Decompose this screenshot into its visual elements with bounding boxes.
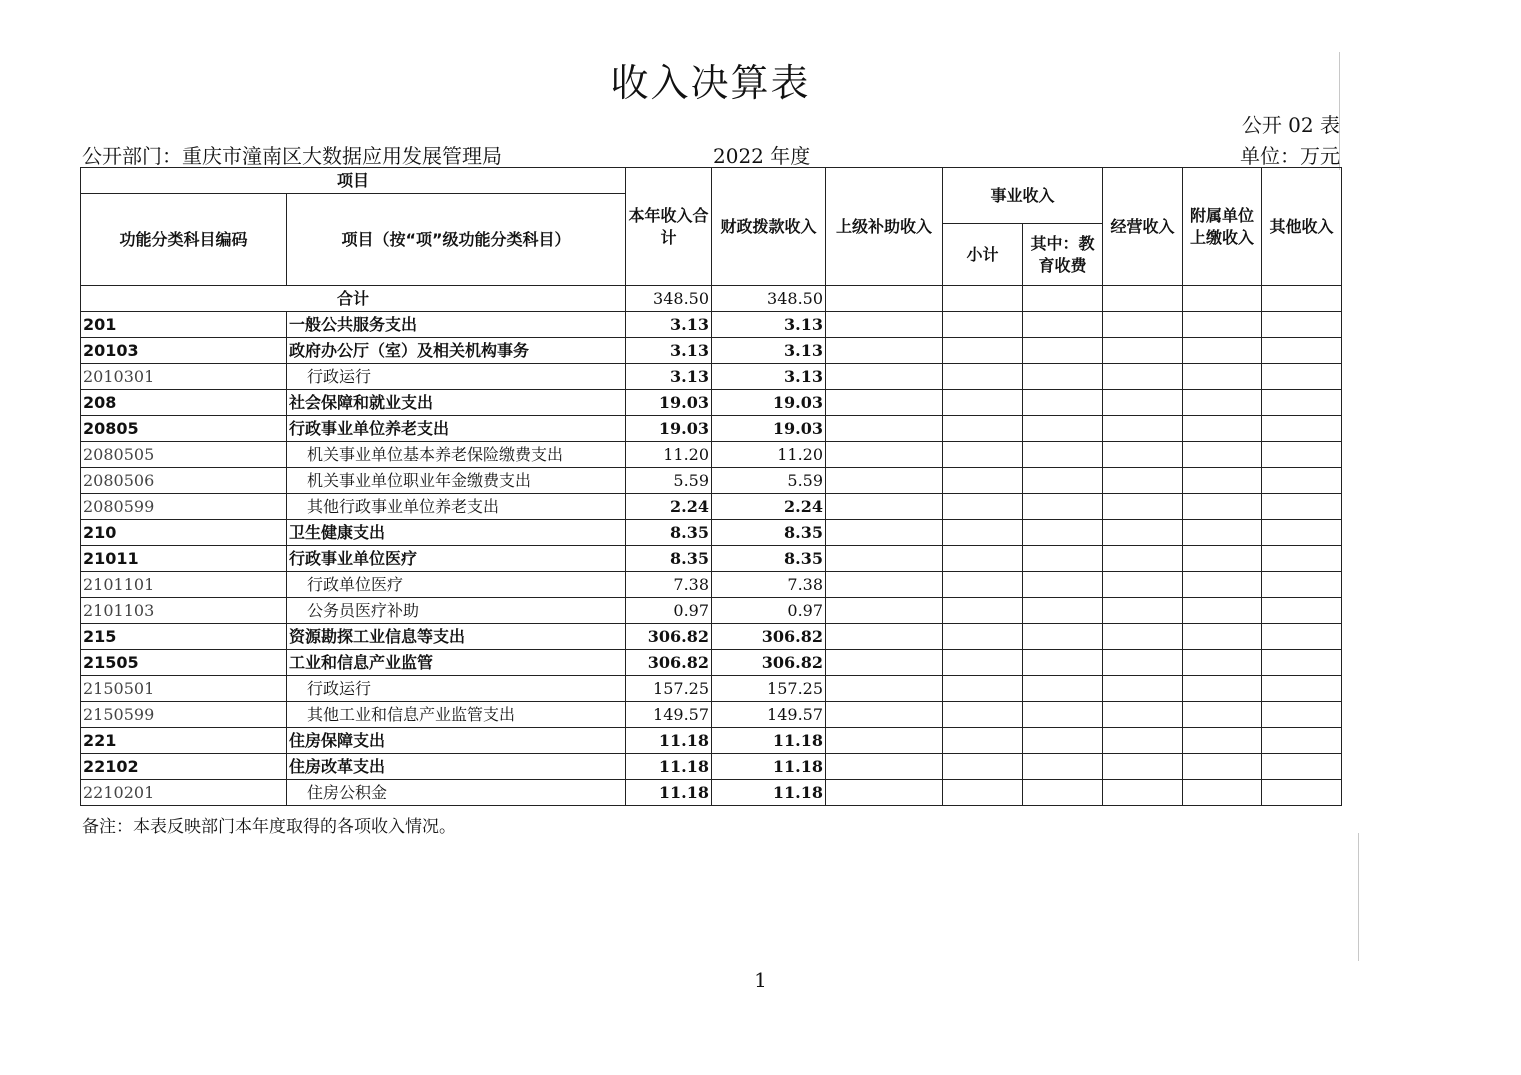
empty-cell <box>826 312 943 338</box>
empty-cell <box>1262 780 1342 806</box>
empty-cell <box>1023 364 1103 390</box>
empty-cell <box>1103 650 1183 676</box>
row-name: 社会保障和就业支出 <box>287 390 626 416</box>
row-code: 2080599 <box>81 494 287 520</box>
total-row-total: 348.50 <box>626 286 712 312</box>
empty-cell <box>1262 312 1342 338</box>
row-name: 行政事业单位养老支出 <box>287 416 626 442</box>
row-total: 19.03 <box>626 390 712 416</box>
row-name: 行政运行 <box>287 364 626 390</box>
empty-cell <box>1183 676 1262 702</box>
table-row <box>81 390 1342 416</box>
empty-cell <box>943 598 1023 624</box>
row-fiscal: 149.57 <box>712 702 826 728</box>
row-total: 306.82 <box>626 624 712 650</box>
row-total: 3.13 <box>626 338 712 364</box>
table-row <box>81 650 1342 676</box>
row-total: 3.13 <box>626 364 712 390</box>
empty-cell <box>1183 468 1262 494</box>
empty-cell <box>1262 364 1342 390</box>
table-row <box>81 468 1342 494</box>
row-total: 149.57 <box>626 702 712 728</box>
row-code: 21505 <box>81 650 287 676</box>
empty-cell <box>943 494 1023 520</box>
row-total: 2.24 <box>626 494 712 520</box>
row-fiscal: 8.35 <box>712 520 826 546</box>
row-fiscal: 19.03 <box>712 390 826 416</box>
row-name: 资源勘探工业信息等支出 <box>287 624 626 650</box>
empty-cell <box>1023 546 1103 572</box>
empty-cell <box>1183 650 1262 676</box>
row-code: 21011 <box>81 546 287 572</box>
empty-cell <box>1262 728 1342 754</box>
empty-cell <box>1023 338 1103 364</box>
empty-cell <box>943 780 1023 806</box>
table-row <box>81 572 1342 598</box>
empty-cell <box>1023 286 1103 312</box>
income-table <box>80 167 1342 806</box>
row-total: 11.18 <box>626 780 712 806</box>
empty-cell <box>1103 520 1183 546</box>
table-row <box>81 546 1342 572</box>
empty-cell <box>943 312 1023 338</box>
row-code: 221 <box>81 728 287 754</box>
empty-cell <box>1103 572 1183 598</box>
empty-cell <box>826 728 943 754</box>
header-operating: 经营收入 <box>1103 168 1183 286</box>
header-subtotal: 小计 <box>943 224 1023 286</box>
row-code: 2101101 <box>81 572 287 598</box>
page-title: 收入决算表 <box>610 61 811 105</box>
empty-cell <box>1023 624 1103 650</box>
empty-cell <box>1103 598 1183 624</box>
empty-cell <box>943 338 1023 364</box>
empty-cell <box>826 572 943 598</box>
empty-cell <box>1103 338 1183 364</box>
empty-cell <box>1103 728 1183 754</box>
empty-cell <box>1023 390 1103 416</box>
header-business-group: 事业收入 <box>943 168 1103 224</box>
empty-cell <box>1262 520 1342 546</box>
empty-cell <box>943 520 1023 546</box>
row-name: 其他工业和信息产业监管支出 <box>287 702 626 728</box>
empty-cell <box>1262 572 1342 598</box>
empty-cell <box>943 702 1023 728</box>
row-code: 2101103 <box>81 598 287 624</box>
empty-cell <box>1103 676 1183 702</box>
row-code: 210 <box>81 520 287 546</box>
empty-cell <box>826 676 943 702</box>
empty-cell <box>943 364 1023 390</box>
empty-cell <box>1023 728 1103 754</box>
empty-cell <box>826 364 943 390</box>
table-row <box>81 416 1342 442</box>
empty-cell <box>826 780 943 806</box>
empty-cell <box>1103 312 1183 338</box>
empty-cell <box>1103 702 1183 728</box>
empty-cell <box>826 468 943 494</box>
empty-cell <box>826 598 943 624</box>
empty-cell <box>1262 494 1342 520</box>
row-code: 208 <box>81 390 287 416</box>
row-code: 2080506 <box>81 468 287 494</box>
row-fiscal: 5.59 <box>712 468 826 494</box>
empty-cell <box>1262 390 1342 416</box>
empty-cell <box>1023 520 1103 546</box>
empty-cell <box>1262 416 1342 442</box>
fiscal-year: 2022 年度 <box>713 144 811 168</box>
empty-cell <box>826 650 943 676</box>
header-superior: 上级补助收入 <box>826 168 943 286</box>
page-number: 1 <box>754 968 767 992</box>
unit-label: 单位：万元 <box>1240 144 1340 168</box>
row-name: 行政单位医疗 <box>287 572 626 598</box>
table-row <box>81 676 1342 702</box>
empty-cell <box>1103 416 1183 442</box>
empty-cell <box>1183 390 1262 416</box>
row-fiscal: 0.97 <box>712 598 826 624</box>
empty-cell <box>1262 442 1342 468</box>
empty-cell <box>1023 442 1103 468</box>
table-row <box>81 364 1342 390</box>
empty-cell <box>1023 598 1103 624</box>
row-name: 住房保障支出 <box>287 728 626 754</box>
empty-cell <box>943 624 1023 650</box>
row-name: 政府办公厅（室）及相关机构事务 <box>287 338 626 364</box>
table-row <box>81 312 1342 338</box>
empty-cell <box>1262 624 1342 650</box>
total-row-fiscal: 348.50 <box>712 286 826 312</box>
empty-cell <box>826 286 943 312</box>
empty-cell <box>1023 754 1103 780</box>
empty-cell <box>1023 676 1103 702</box>
empty-cell <box>1183 624 1262 650</box>
header-affiliated: 附属单位上缴收入 <box>1183 168 1262 286</box>
row-fiscal: 3.13 <box>712 364 826 390</box>
empty-cell <box>826 442 943 468</box>
header-fiscal: 财政拨款收入 <box>712 168 826 286</box>
row-fiscal: 157.25 <box>712 676 826 702</box>
empty-cell <box>1103 442 1183 468</box>
header-total: 本年收入合计 <box>626 168 712 286</box>
empty-cell <box>1183 442 1262 468</box>
empty-cell <box>1262 598 1342 624</box>
row-name: 工业和信息产业监管 <box>287 650 626 676</box>
row-total: 11.18 <box>626 728 712 754</box>
empty-cell <box>1262 702 1342 728</box>
row-fiscal: 19.03 <box>712 416 826 442</box>
header-name: 项目（按“项”级功能分类科目） <box>287 194 626 286</box>
empty-cell <box>1183 754 1262 780</box>
row-total: 0.97 <box>626 598 712 624</box>
table-row <box>81 702 1342 728</box>
empty-cell <box>826 702 943 728</box>
row-fiscal: 11.18 <box>712 728 826 754</box>
empty-cell <box>943 286 1023 312</box>
row-total: 11.18 <box>626 754 712 780</box>
empty-cell <box>1183 520 1262 546</box>
empty-cell <box>1262 338 1342 364</box>
row-total: 8.35 <box>626 520 712 546</box>
empty-cell <box>826 338 943 364</box>
row-fiscal: 11.18 <box>712 754 826 780</box>
table-row <box>81 624 1342 650</box>
total-row <box>81 286 1342 312</box>
row-fiscal: 306.82 <box>712 624 826 650</box>
row-total: 19.03 <box>626 416 712 442</box>
row-name: 其他行政事业单位养老支出 <box>287 494 626 520</box>
row-total: 3.13 <box>626 312 712 338</box>
row-code: 201 <box>81 312 287 338</box>
empty-cell <box>1262 468 1342 494</box>
table-row <box>81 598 1342 624</box>
empty-cell <box>943 754 1023 780</box>
empty-cell <box>1023 780 1103 806</box>
empty-cell <box>1183 364 1262 390</box>
empty-cell <box>1103 390 1183 416</box>
empty-cell <box>1103 624 1183 650</box>
empty-cell <box>1103 364 1183 390</box>
empty-cell <box>1103 468 1183 494</box>
empty-cell <box>943 390 1023 416</box>
row-fiscal: 8.35 <box>712 546 826 572</box>
row-code: 20805 <box>81 416 287 442</box>
row-code: 22102 <box>81 754 287 780</box>
empty-cell <box>826 520 943 546</box>
row-name: 住房公积金 <box>287 780 626 806</box>
row-total: 8.35 <box>626 546 712 572</box>
empty-cell <box>1023 650 1103 676</box>
row-code: 2080505 <box>81 442 287 468</box>
table-row <box>81 754 1342 780</box>
row-code: 2010301 <box>81 364 287 390</box>
empty-cell <box>1183 728 1262 754</box>
table-row <box>81 442 1342 468</box>
row-total: 306.82 <box>626 650 712 676</box>
row-fiscal: 11.18 <box>712 780 826 806</box>
empty-cell <box>1183 598 1262 624</box>
empty-cell <box>1103 780 1183 806</box>
row-name: 住房改革支出 <box>287 754 626 780</box>
row-total: 5.59 <box>626 468 712 494</box>
empty-cell <box>826 624 943 650</box>
row-code: 215 <box>81 624 287 650</box>
empty-cell <box>826 754 943 780</box>
empty-cell <box>826 390 943 416</box>
row-fiscal: 2.24 <box>712 494 826 520</box>
empty-cell <box>1183 702 1262 728</box>
empty-cell <box>1262 546 1342 572</box>
empty-cell <box>1103 494 1183 520</box>
empty-cell <box>943 728 1023 754</box>
empty-cell <box>943 676 1023 702</box>
empty-cell <box>1023 312 1103 338</box>
table-row <box>81 494 1342 520</box>
row-name: 一般公共服务支出 <box>287 312 626 338</box>
empty-cell <box>1103 754 1183 780</box>
empty-cell <box>1183 338 1262 364</box>
empty-cell <box>1103 286 1183 312</box>
empty-cell <box>943 416 1023 442</box>
table-row <box>81 728 1342 754</box>
empty-cell <box>1023 468 1103 494</box>
row-fiscal: 11.20 <box>712 442 826 468</box>
page-edge-line-bottom <box>1358 833 1359 961</box>
row-total: 157.25 <box>626 676 712 702</box>
empty-cell <box>1183 546 1262 572</box>
empty-cell <box>1183 416 1262 442</box>
empty-cell <box>943 546 1023 572</box>
row-name: 公务员医疗补助 <box>287 598 626 624</box>
row-code: 2150599 <box>81 702 287 728</box>
row-fiscal: 3.13 <box>712 338 826 364</box>
empty-cell <box>1183 572 1262 598</box>
empty-cell <box>1262 286 1342 312</box>
empty-cell <box>1023 494 1103 520</box>
header-code: 功能分类科目编码 <box>81 194 287 286</box>
empty-cell <box>826 494 943 520</box>
empty-cell <box>943 468 1023 494</box>
empty-cell <box>826 416 943 442</box>
empty-cell <box>1023 416 1103 442</box>
empty-cell <box>1183 286 1262 312</box>
empty-cell <box>943 572 1023 598</box>
footnote: 备注：本表反映部门本年度取得的各项收入情况。 <box>82 817 456 837</box>
row-fiscal: 3.13 <box>712 312 826 338</box>
row-code: 2210201 <box>81 780 287 806</box>
row-total: 11.20 <box>626 442 712 468</box>
table-row <box>81 338 1342 364</box>
empty-cell <box>1183 312 1262 338</box>
header-edu-fee: 其中：教育收费 <box>1023 224 1103 286</box>
row-fiscal: 306.82 <box>712 650 826 676</box>
empty-cell <box>1262 754 1342 780</box>
table-row <box>81 780 1342 806</box>
row-total: 7.38 <box>626 572 712 598</box>
row-name: 机关事业单位职业年金缴费支出 <box>287 468 626 494</box>
row-code: 2150501 <box>81 676 287 702</box>
row-name: 机关事业单位基本养老保险缴费支出 <box>287 442 626 468</box>
empty-cell <box>1183 780 1262 806</box>
row-fiscal: 7.38 <box>712 572 826 598</box>
department-label: 公开部门：重庆市潼南区大数据应用发展管理局 <box>82 144 502 168</box>
empty-cell <box>1103 546 1183 572</box>
total-label: 合计 <box>81 286 626 312</box>
empty-cell <box>1023 572 1103 598</box>
empty-cell <box>943 650 1023 676</box>
header-other: 其他收入 <box>1262 168 1342 286</box>
row-code: 20103 <box>81 338 287 364</box>
empty-cell <box>1183 494 1262 520</box>
empty-cell <box>1262 650 1342 676</box>
header-project-group: 项目 <box>81 168 626 194</box>
empty-cell <box>826 546 943 572</box>
row-name: 行政事业单位医疗 <box>287 546 626 572</box>
empty-cell <box>1262 676 1342 702</box>
empty-cell <box>943 442 1023 468</box>
row-name: 行政运行 <box>287 676 626 702</box>
empty-cell <box>1023 702 1103 728</box>
row-name: 卫生健康支出 <box>287 520 626 546</box>
form-number: 公开 02 表 <box>1241 113 1340 137</box>
table-row <box>81 520 1342 546</box>
